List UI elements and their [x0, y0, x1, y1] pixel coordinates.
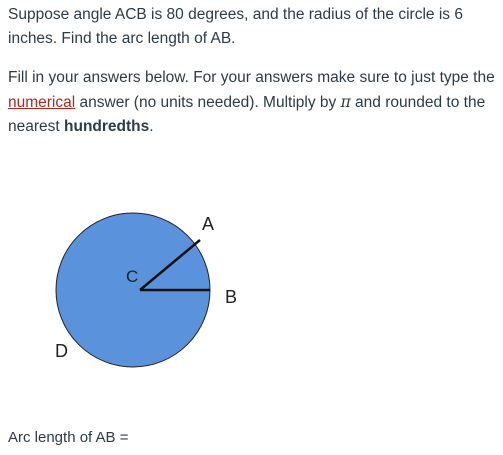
instructions-part3: and rounded to the nearest	[8, 94, 486, 135]
label-b: B	[225, 287, 238, 307]
label-a: A	[202, 214, 215, 234]
question-text	[8, 3, 502, 51]
question-line: Suppose angle ACB is 80 degrees, and the radius of the circle is 6 inches. Find the arc length of AB.	[8, 6, 463, 47]
label-d: D	[55, 341, 68, 361]
instructions-text	[8, 66, 502, 139]
instructions-part1: Fill in your answers below. For your answers make sure to just type the	[8, 69, 495, 86]
hundredths-bold: hundredths	[64, 118, 150, 135]
answer-row	[8, 425, 223, 449]
circle-diagram-svg	[0, 200, 260, 380]
pi-symbol: π	[340, 93, 351, 111]
instructions-end: .	[149, 118, 154, 135]
label-c: C	[126, 267, 139, 286]
numerical-link[interactable]: numerical	[8, 94, 76, 111]
instructions-part2: answer (no units needed). Multiply by	[75, 94, 341, 111]
circle-diagram	[0, 200, 260, 380]
answer-label: Arc length of AB =	[8, 428, 129, 446]
arc-length-input[interactable]	[133, 428, 223, 447]
